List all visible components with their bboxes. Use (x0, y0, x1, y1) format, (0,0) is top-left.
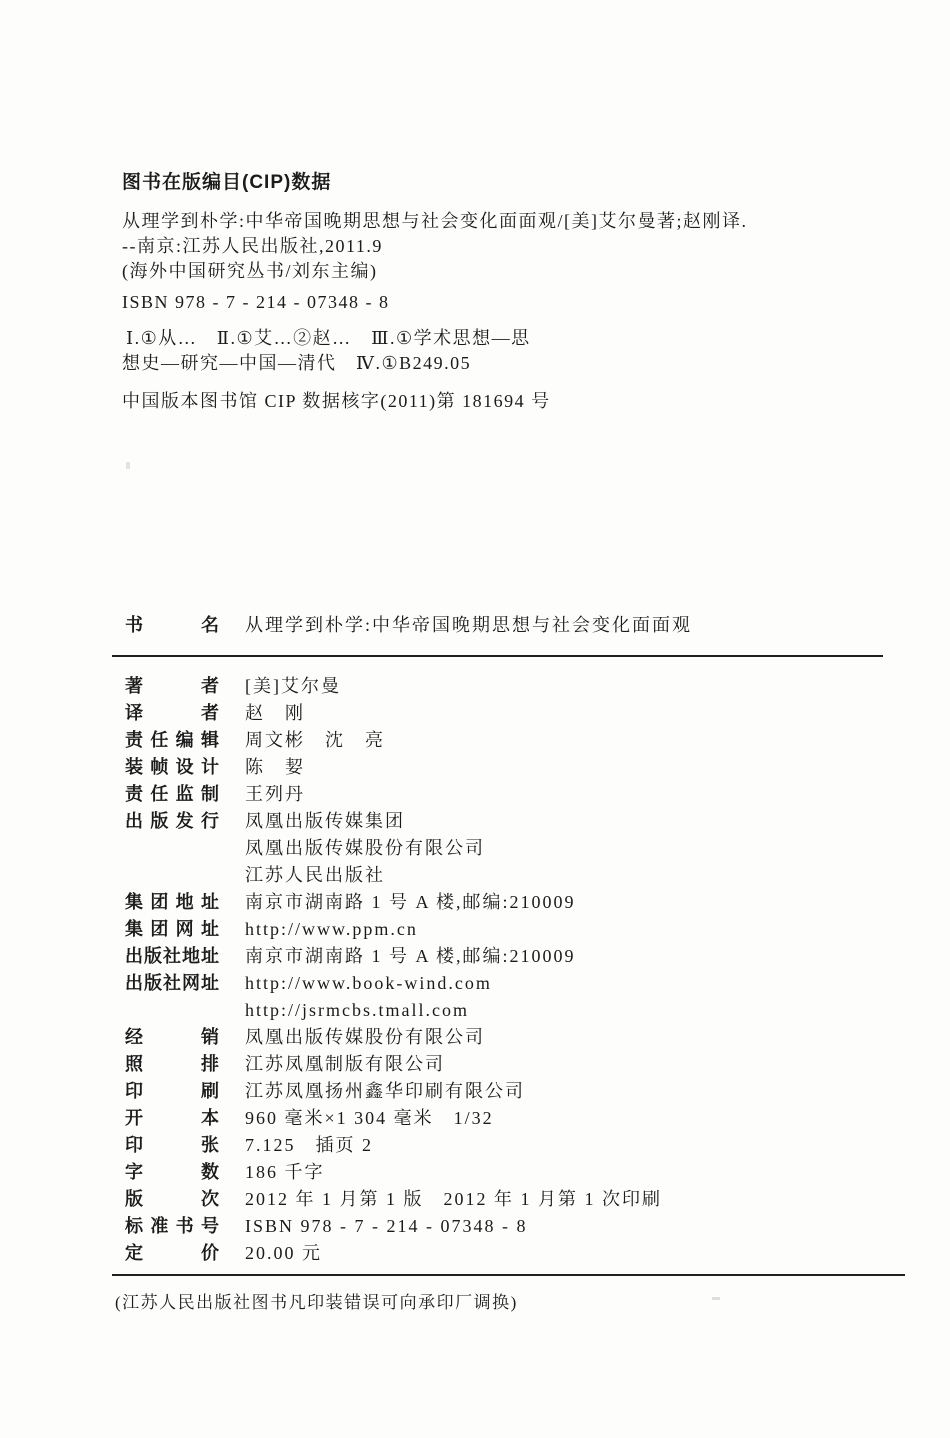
colophon-row (112, 1051, 905, 1078)
field-label: 照排 (125, 1054, 219, 1074)
field-label: 装帧设计 (125, 757, 219, 777)
colophon-row (112, 835, 905, 862)
field-value: 7.125 插页 2 (245, 1135, 373, 1155)
field-label: 定价 (125, 1243, 219, 1263)
cip-block (122, 170, 862, 414)
colophon-row (112, 1105, 905, 1132)
cip-isbn-line: ISBN 978 - 7 - 214 - 07348 - 8 (122, 292, 390, 312)
field-label: 标准书号 (125, 1216, 219, 1236)
field-value: 从理学到朴学:中华帝国晚期思想与社会变化面面观 (245, 615, 692, 635)
colophon-row (112, 1213, 905, 1240)
scan-artifact (712, 1297, 720, 1300)
divider-line (112, 655, 883, 657)
field-value: 王列丹 (245, 784, 305, 804)
field-value: 2012 年 1 月第 1 版 2012 年 1 月第 1 次印刷 (245, 1189, 662, 1209)
field-label: 开本 (125, 1108, 219, 1128)
field-value: 江苏凤凰制版有限公司 (245, 1054, 445, 1074)
field-label: 责任监制 (125, 784, 219, 804)
field-value: 20.00 元 (245, 1243, 322, 1263)
field-label: 出版发行 (125, 811, 219, 831)
colophon-row (112, 997, 905, 1024)
field-value: 赵 刚 (245, 703, 305, 723)
field-label: 印刷 (125, 1081, 219, 1101)
scan-artifact (126, 462, 130, 469)
colophon-block (112, 612, 905, 1316)
colophon-rows (112, 673, 905, 1267)
field-value: ISBN 978 - 7 - 214 - 07348 - 8 (245, 1216, 528, 1236)
colophon-row (112, 673, 905, 700)
field-label: 出版社地址 (125, 946, 219, 966)
cip-record-line: (海外中国研究丛书/刘东主编) (122, 261, 378, 281)
field-value: 周文彬 沈 亮 (245, 730, 385, 750)
field-value: 186 千字 (245, 1162, 325, 1182)
field-value: 南京市湖南路 1 号 A 楼,邮编:210009 (245, 892, 576, 912)
footer-note: (江苏人民出版社图书凡印装错误可向承印厂调换) (115, 1293, 518, 1312)
field-value: 南京市湖南路 1 号 A 楼,邮编:210009 (245, 946, 576, 966)
colophon-row (112, 943, 905, 970)
field-label: 译者 (125, 703, 219, 723)
field-label: 著者 (125, 676, 219, 696)
colophon-row (112, 727, 905, 754)
field-label: 书名 (125, 615, 219, 635)
colophon-row (112, 808, 905, 835)
cip-classification-line: Ⅰ.①从… Ⅱ.①艾…②赵… Ⅲ.①学术思想—思 (126, 328, 531, 348)
field-label: 责任编辑 (125, 730, 219, 750)
colophon-row (112, 1078, 905, 1105)
field-value: 960 毫米×1 304 毫米 1/32 (245, 1108, 494, 1128)
cip-classification-line: 想史—研究—中国—清代 Ⅳ.①B249.05 (122, 353, 472, 373)
field-label: 集团地址 (125, 892, 219, 912)
colophon-row (112, 700, 905, 727)
field-value: 江苏人民出版社 (245, 865, 385, 885)
field-label: 字数 (125, 1162, 219, 1182)
cip-record-line: --南京:江苏人民出版社,2011.9 (122, 236, 383, 256)
colophon-row (112, 781, 905, 808)
divider-line (112, 1274, 905, 1276)
colophon-row (112, 862, 905, 889)
field-value: 江苏凤凰扬州鑫华印刷有限公司 (245, 1081, 525, 1101)
field-label: 出版社网址 (125, 973, 219, 993)
colophon-row (112, 1159, 905, 1186)
colophon-row (112, 1186, 905, 1213)
field-value: 陈 㛃 (245, 757, 305, 777)
field-label: 版次 (125, 1189, 219, 1209)
field-value: [美]艾尔曼 (245, 676, 341, 696)
cip-registry-line: 中国版本图书馆 CIP 数据核字(2011)第 181694 号 (122, 391, 551, 411)
field-label: 集团网址 (125, 919, 219, 939)
colophon-row (112, 916, 905, 943)
field-value: 凤凰出版传媒股份有限公司 (245, 838, 485, 858)
field-value: http://www.ppm.cn (245, 919, 418, 939)
colophon-row (112, 1240, 905, 1267)
colophon-row (112, 970, 905, 997)
field-value: http://jsrmcbs.tmall.com (245, 1000, 469, 1020)
cip-heading: 图书在版编目(CIP)数据 (122, 172, 332, 193)
field-label: 印张 (125, 1135, 219, 1155)
field-value: 凤凰出版传媒股份有限公司 (245, 1027, 485, 1047)
field-value: http://www.book-wind.com (245, 973, 492, 993)
colophon-row-title (112, 612, 905, 639)
colophon-row (112, 754, 905, 781)
cip-record-line: 从理学到朴学:中华帝国晚期思想与社会变化面面观/[美]艾尔曼著;赵刚译. (122, 211, 748, 231)
field-label: 经销 (125, 1027, 219, 1047)
colophon-row (112, 1024, 905, 1051)
colophon-row (112, 889, 905, 916)
colophon-row (112, 1132, 905, 1159)
field-value: 凤凰出版传媒集团 (245, 811, 405, 831)
